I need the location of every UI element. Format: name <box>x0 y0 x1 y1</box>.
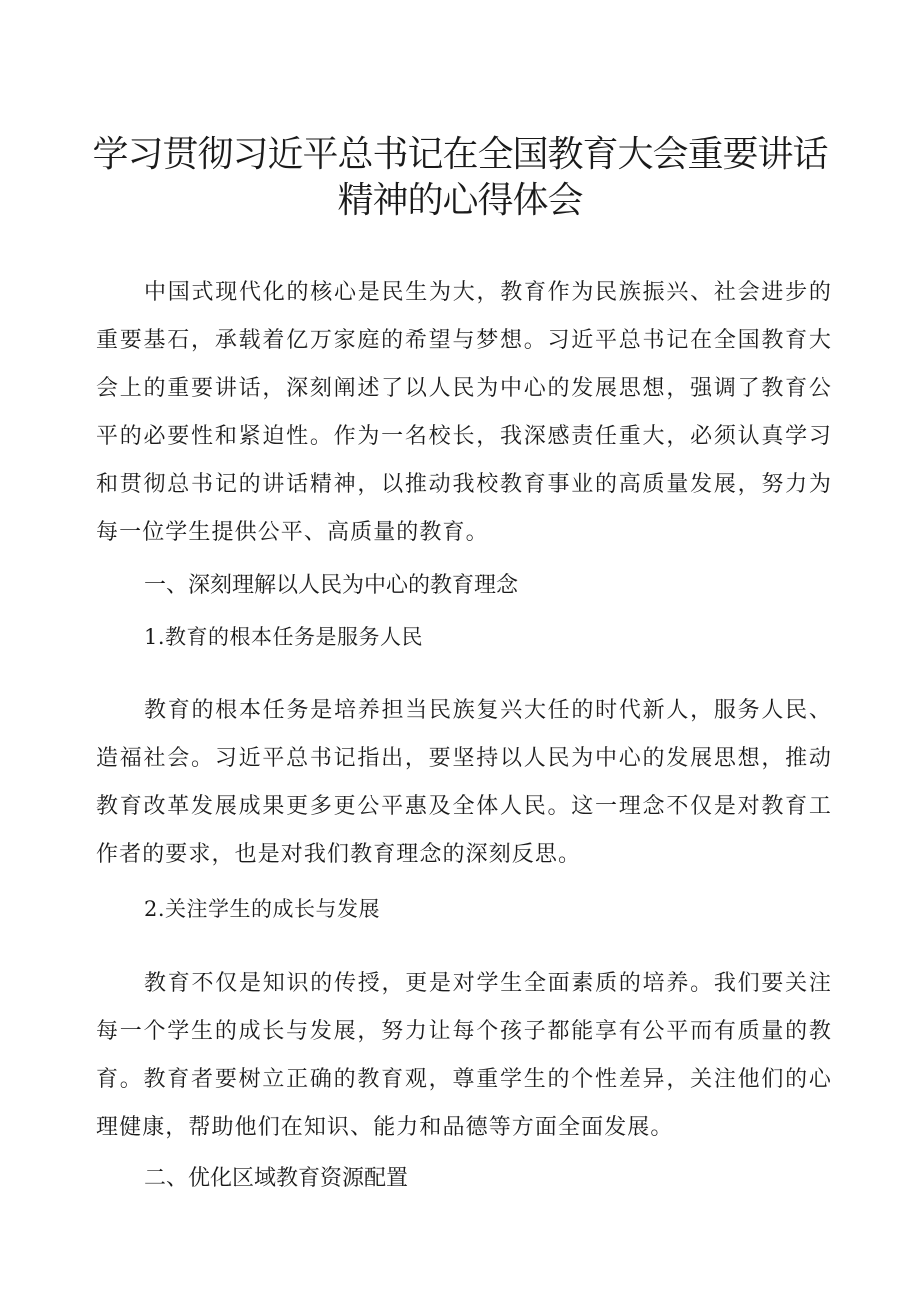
title-line-2: 精神的心得体会 <box>337 180 583 221</box>
title-line-1: 学习贯彻习近平总书记在全国教育大会重要讲话 <box>92 134 828 175</box>
intro-paragraph: 中国式现代化的核心是民生为大，教育作为民族振兴、社会进步的重要基石，承载着亿万家庭的希望与梦想。习近平总书记在全国教育大会上的重要讲话，深刻阐述了以人民为中心的发展思想，强调了教育公平的必要性和紧迫性。作为一名校长，我深感责任重大，必须认真学习和贯彻总书记的讲话精神，以推动我校教育事业的高质量发展，努力为每一位学生提供公平、高质量的教育。 <box>96 280 832 545</box>
subsection-2-paragraph: 教育不仅是知识的传授，更是对学生全面素质的培养。我们要关注每一个学生的成长与发展，努力让每个孩子都能享有公平而有质量的教育。教育者要树立正确的教育观，尊重学生的个性差异，关注他们的心理健康，帮助他们在知识、能力和品德等方面全面发展。 <box>96 971 832 1140</box>
subsection-2-heading: 2.关注学生的成长与发展 <box>144 897 381 921</box>
subsection-1-paragraph: 教育的根本任务是培养担当民族复兴大任的时代新人，服务人民、造福社会。习近平总书记指出，要坚持以人民为中心的发展思想，推动教育改革发展成果更多更公平惠及全体人民。这一理念不仅是对教育工作者的要求，也是对我们教育理念的深刻反思。 <box>96 698 832 867</box>
section-2-heading: 二、优化区域教育资源配置 <box>144 1166 409 1191</box>
subsection-1-heading: 1.教育的根本任务是服务人民 <box>144 625 424 649</box>
document-title <box>90 132 830 224</box>
section-1-heading: 一、深刻理解以人民为中心的教育理念 <box>144 573 519 598</box>
